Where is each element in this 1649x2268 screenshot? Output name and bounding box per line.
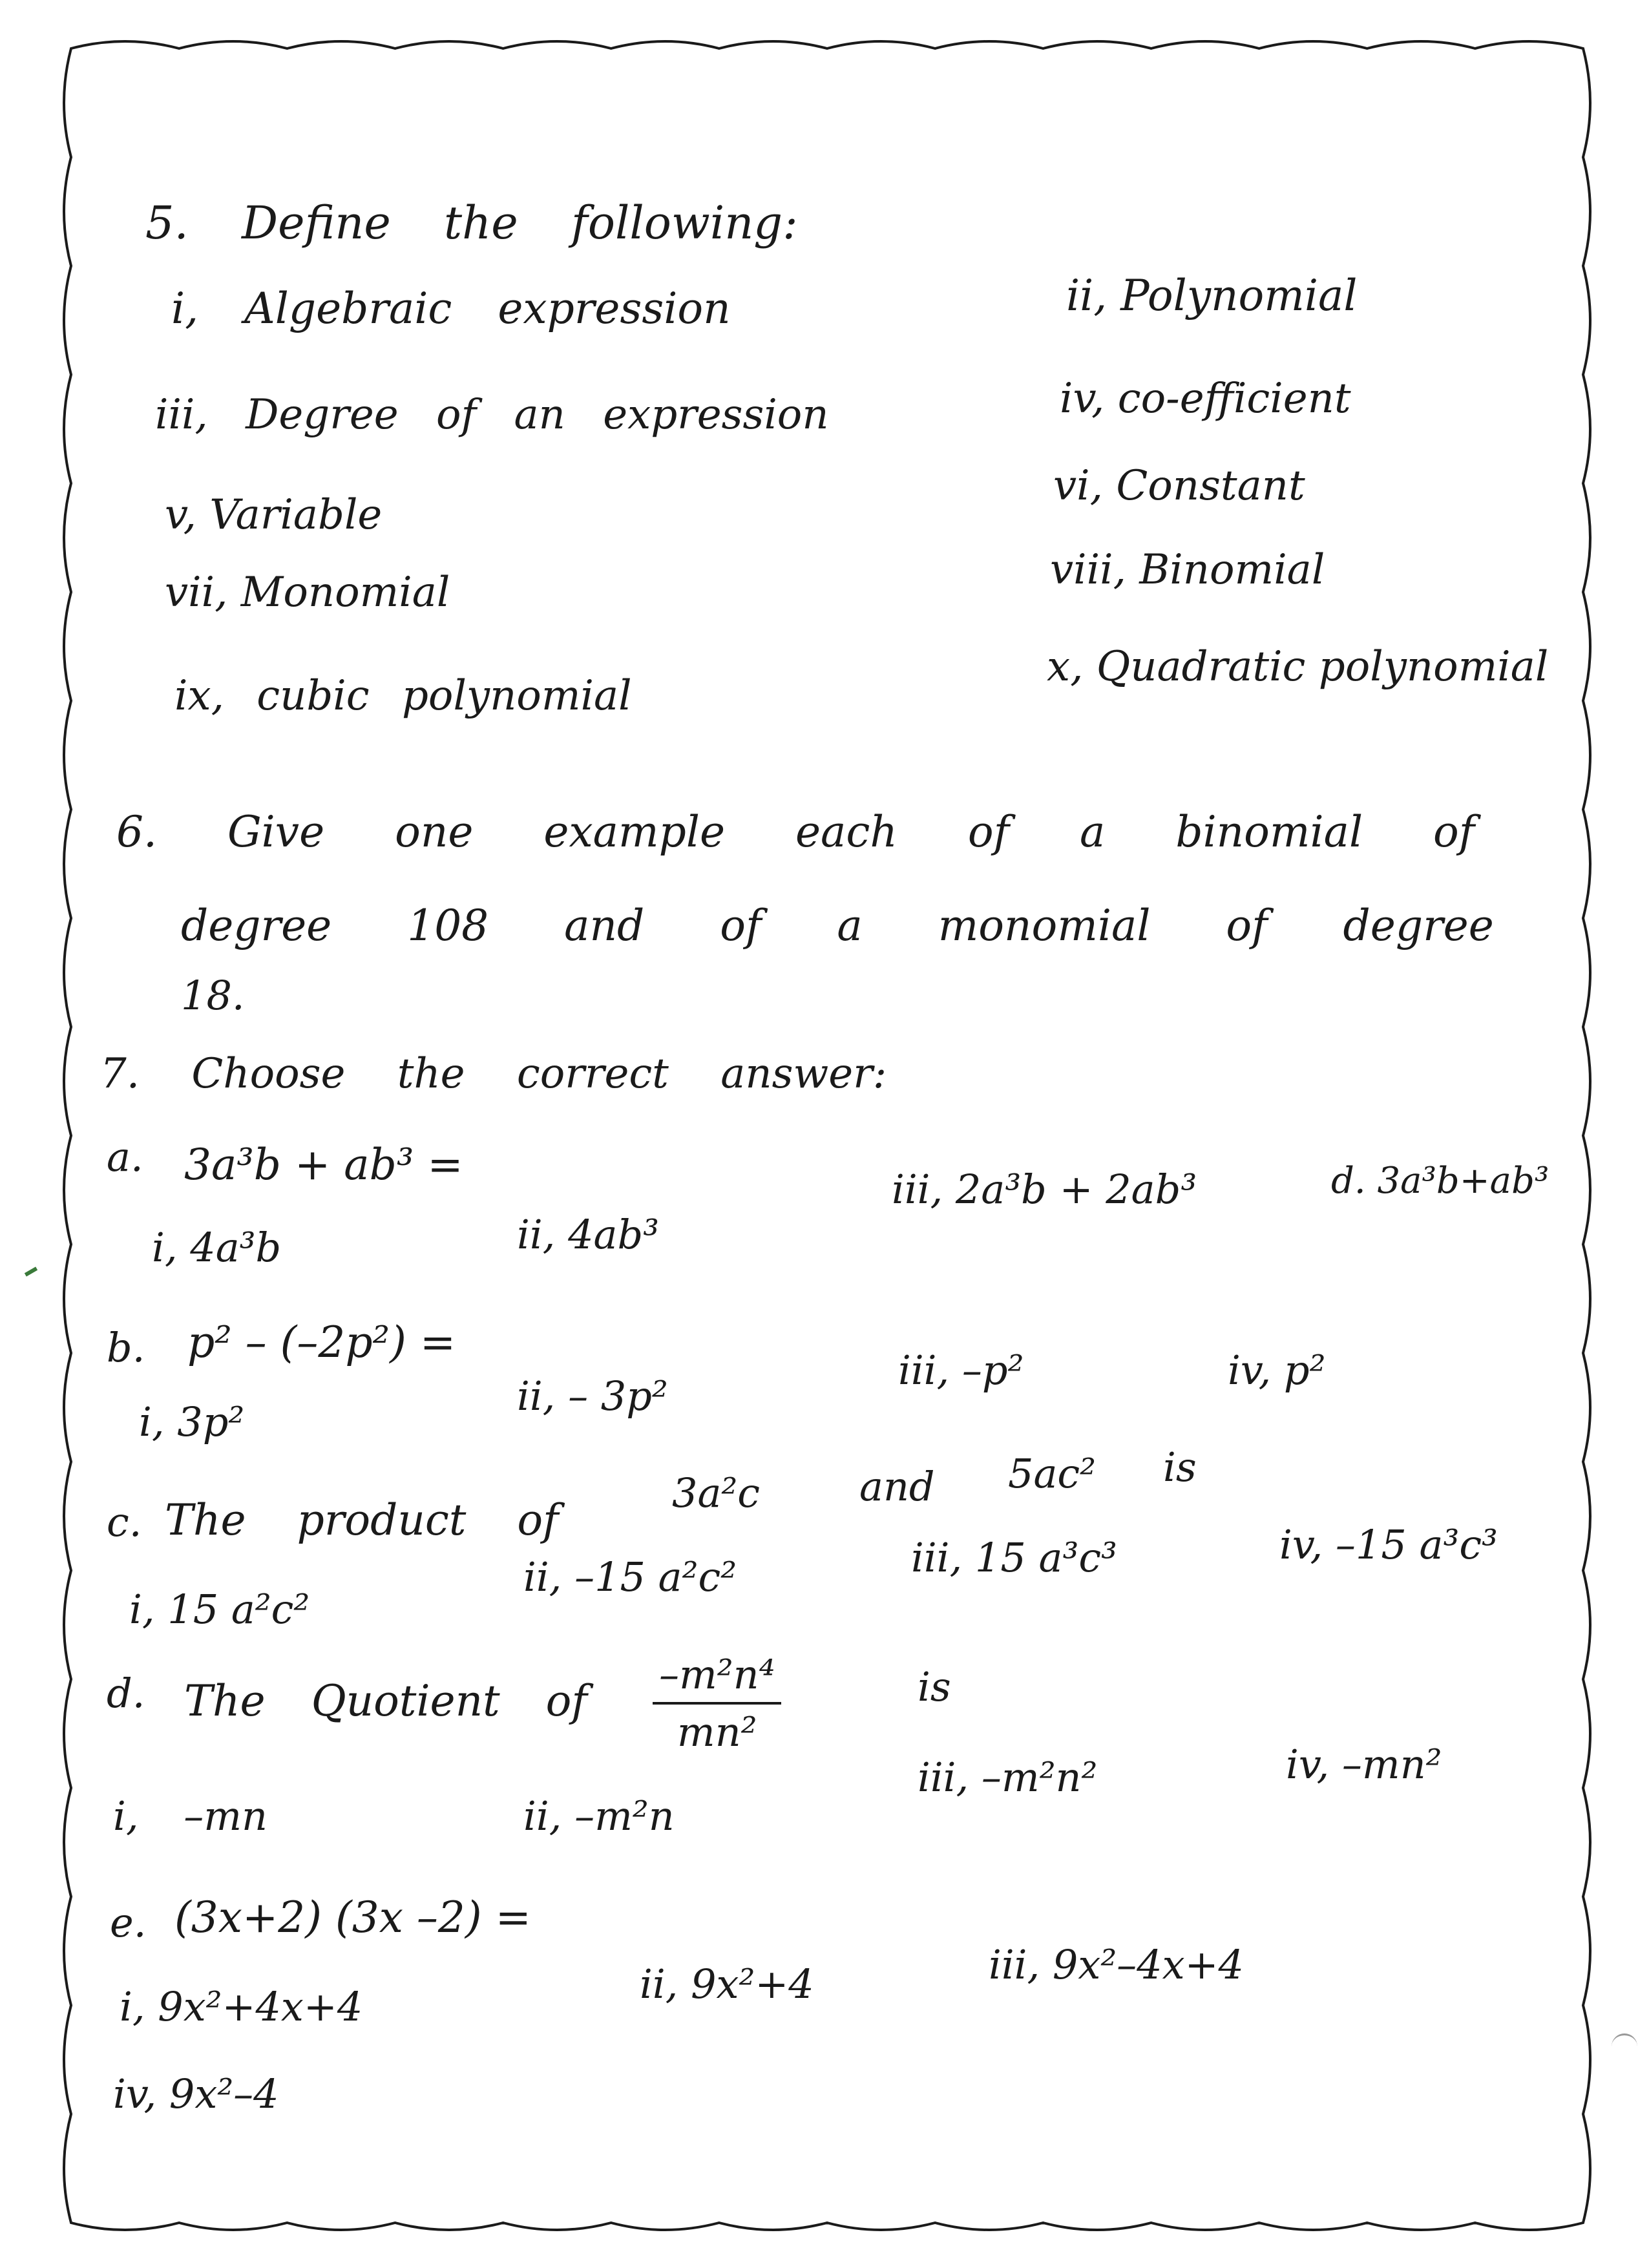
q7a-option-2: ii, 4ab³ xyxy=(517,1211,660,1258)
q7d-option-2: ii, –m²n xyxy=(523,1792,675,1840)
q7c-and: and xyxy=(859,1463,935,1510)
q7e-label: e. xyxy=(110,1899,147,1946)
q7b-question: p² – (–2p²) = xyxy=(187,1318,456,1367)
q7d-option-3: iii, –m²n² xyxy=(918,1754,1098,1801)
q7d-numerator: –m²n⁴ xyxy=(653,1651,781,1705)
q7e-option-4: iv, 9x²–4 xyxy=(113,2070,279,2117)
q5-item-iii: iii, Degree of an expression xyxy=(155,391,829,439)
q7a-option-4: d. 3a³b+ab³ xyxy=(1331,1160,1549,1202)
q7d-label: d. xyxy=(107,1670,145,1717)
q5-item-x: x, Quadratic polynomial xyxy=(1047,643,1549,691)
q5-item-v: v, Variable xyxy=(165,491,383,539)
q7d-denominator: mn² xyxy=(677,1708,757,1756)
q7b-option-2: ii, – 3p² xyxy=(517,1372,668,1420)
q6-line-1: 6. Give one example each of a binomial of xyxy=(116,807,1475,857)
q5-item-iv: iv, co-efficient xyxy=(1060,375,1351,423)
q5-item-ii: ii, Polynomial xyxy=(1066,271,1358,320)
q6-line-3: 18. xyxy=(181,972,245,1019)
q7e-option-2: ii, 9x²+4 xyxy=(640,1960,814,2008)
q7a-label: a. xyxy=(107,1133,143,1181)
q7e-question: (3x+2) (3x –2) = xyxy=(174,1893,531,1942)
q5-item-vi: vi, Constant xyxy=(1053,462,1305,510)
q5-item-i: i, Algebraic expression xyxy=(171,284,731,333)
q7d-option-1: i, –mn xyxy=(113,1792,268,1840)
q7a-question: 3a³b + ab³ = xyxy=(184,1140,463,1190)
q7a-option-1: i, 4a³b xyxy=(152,1224,282,1271)
q7d-option-4: iv, –mn² xyxy=(1286,1741,1442,1788)
q7e-option-1: i, 9x²+4x+4 xyxy=(120,1983,363,2030)
q7c-question-prefix: The product of xyxy=(165,1495,559,1545)
q7d-is: is xyxy=(918,1663,951,1710)
q7b-option-4: iv, p² xyxy=(1228,1347,1326,1394)
q7c-label: c. xyxy=(107,1498,142,1546)
q7c-option-4: iv, –15 a³c³ xyxy=(1279,1521,1498,1568)
q7c-option-2: ii, –15 a²c² xyxy=(523,1553,737,1601)
q7c-option-3: iii, 15 a³c³ xyxy=(911,1534,1117,1581)
q7c-term-1: 3a²c xyxy=(672,1469,760,1517)
q7b-option-3: iii, –p² xyxy=(898,1347,1024,1394)
q7b-label: b. xyxy=(107,1324,145,1371)
q6-line-2: degree 108 and of a monomial of degree xyxy=(181,901,1494,950)
q5-heading: 5. Define the following: xyxy=(145,196,798,249)
q7e-option-3: iii, 9x²–4x+4 xyxy=(989,1941,1244,1988)
q5-item-vii: vii, Monomial xyxy=(165,569,450,616)
q7c-term-2: 5ac² xyxy=(1008,1450,1096,1497)
q7c-option-1: i, 15 a²c² xyxy=(129,1586,310,1633)
q7d-fraction xyxy=(653,1651,781,1756)
q7c-is: is xyxy=(1163,1444,1197,1491)
q7a-option-3: iii, 2a³b + 2ab³ xyxy=(892,1166,1197,1213)
q7b-option-1: i, 3p² xyxy=(139,1398,245,1445)
q5-item-viii: viii, Binomial xyxy=(1050,546,1325,594)
q7d-question-prefix: The Quotient of xyxy=(184,1676,587,1726)
q7-heading: 7. Choose the correct answer: xyxy=(100,1050,887,1098)
q5-item-ix: ix, cubic polynomial xyxy=(174,672,632,720)
